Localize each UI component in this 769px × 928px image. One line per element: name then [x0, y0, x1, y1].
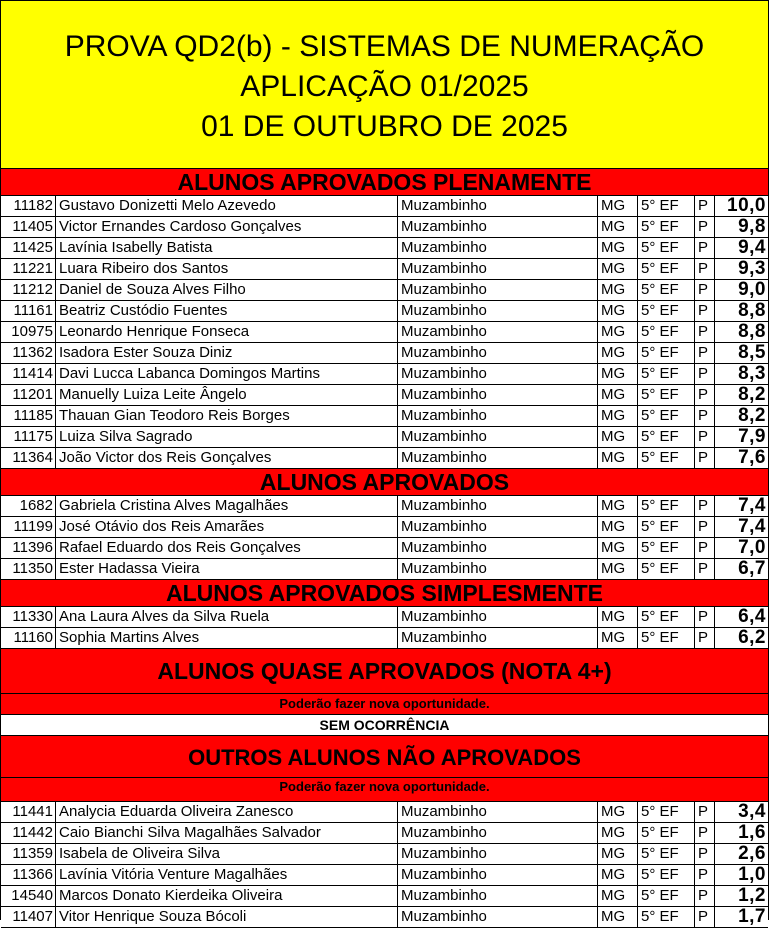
section-heading-outros: OUTROS ALUNOS NÃO APROVADOS [1, 736, 768, 778]
student-score: 3,4 [738, 802, 766, 822]
student-grade: 5° EF [638, 907, 695, 927]
student-period: P [695, 217, 715, 237]
student-name: Beatriz Custódio Fuentes [56, 301, 398, 321]
student-grade: 5° EF [638, 406, 695, 426]
section-note-outros: Poderão fazer nova oportunidade. [1, 778, 768, 802]
table-row [1, 559, 768, 580]
table-row [1, 607, 768, 628]
student-score: 1,0 [738, 865, 766, 885]
student-name: José Otávio dos Reis Amarães [56, 517, 398, 537]
student-city: Muzambinho [398, 628, 598, 648]
student-state: MG [598, 406, 638, 426]
student-score: 7,4 [738, 496, 766, 516]
student-period: P [695, 196, 715, 216]
table-row [1, 280, 768, 301]
student-period: P [695, 907, 715, 927]
student-state: MG [598, 343, 638, 363]
rows-plenamente [1, 196, 768, 469]
student-city: Muzambinho [398, 559, 598, 579]
student-grade: 5° EF [638, 238, 695, 258]
student-id: 11405 [1, 217, 56, 237]
student-name: Luara Ribeiro dos Santos [56, 259, 398, 279]
student-id: 11185 [1, 406, 56, 426]
student-state: MG [598, 559, 638, 579]
section-note-quase: Poderão fazer nova oportunidade. [1, 694, 768, 715]
student-score: 7,6 [738, 448, 766, 468]
student-city: Muzambinho [398, 196, 598, 216]
student-name: Sophia Martins Alves [56, 628, 398, 648]
table-row [1, 364, 768, 385]
student-id: 11161 [1, 301, 56, 321]
student-score: 7,0 [738, 538, 766, 558]
student-name: Leonardo Henrique Fonseca [56, 322, 398, 342]
student-grade: 5° EF [638, 802, 695, 822]
student-state: MG [598, 628, 638, 648]
section-heading-quase: ALUNOS QUASE APROVADOS (NOTA 4+) [1, 649, 768, 694]
table-row [1, 217, 768, 238]
student-period: P [695, 343, 715, 363]
student-id: 11414 [1, 364, 56, 384]
student-period: P [695, 802, 715, 822]
student-id: 11201 [1, 385, 56, 405]
student-score: 8,3 [738, 364, 766, 384]
student-id: 14540 [1, 886, 56, 906]
student-city: Muzambinho [398, 802, 598, 822]
table-row [1, 385, 768, 406]
student-grade: 5° EF [638, 364, 695, 384]
student-name: Isabela de Oliveira Silva [56, 844, 398, 864]
student-id: 11212 [1, 280, 56, 300]
student-score: 6,7 [738, 559, 766, 579]
no-occurrence-label: SEM OCORRÊNCIA [1, 715, 768, 736]
table-row [1, 322, 768, 343]
student-score: 6,2 [738, 628, 766, 648]
student-grade: 5° EF [638, 280, 695, 300]
student-grade: 5° EF [638, 259, 695, 279]
student-grade: 5° EF [638, 517, 695, 537]
table-row [1, 538, 768, 559]
student-state: MG [598, 196, 638, 216]
student-name: Gabriela Cristina Alves Magalhães [56, 496, 398, 516]
student-grade: 5° EF [638, 301, 695, 321]
student-period: P [695, 322, 715, 342]
student-name: Gustavo Donizetti Melo Azevedo [56, 196, 398, 216]
student-city: Muzambinho [398, 217, 598, 237]
student-period: P [695, 844, 715, 864]
student-score: 6,4 [738, 607, 766, 627]
student-state: MG [598, 364, 638, 384]
table-row [1, 238, 768, 259]
student-score: 9,8 [738, 217, 766, 237]
student-grade: 5° EF [638, 196, 695, 216]
student-grade: 5° EF [638, 823, 695, 843]
student-grade: 5° EF [638, 217, 695, 237]
table-row [1, 259, 768, 280]
student-city: Muzambinho [398, 448, 598, 468]
student-score: 1,7 [738, 907, 766, 927]
student-id: 11442 [1, 823, 56, 843]
student-name: Marcos Donato Kierdeika Oliveira [56, 886, 398, 906]
student-period: P [695, 406, 715, 426]
student-name: Vitor Henrique Souza Bócoli [56, 907, 398, 927]
student-name: Ester Hadassa Vieira [56, 559, 398, 579]
student-name: Ana Laura Alves da Silva Ruela [56, 607, 398, 627]
student-score: 9,3 [738, 259, 766, 279]
student-period: P [695, 538, 715, 558]
student-state: MG [598, 865, 638, 885]
student-state: MG [598, 496, 638, 516]
section-heading-simplesmente: ALUNOS APROVADOS SIMPLESMENTE [1, 580, 768, 607]
student-grade: 5° EF [638, 886, 695, 906]
student-id: 11441 [1, 802, 56, 822]
student-grade: 5° EF [638, 865, 695, 885]
table-row [1, 406, 768, 427]
student-score: 8,8 [738, 322, 766, 342]
student-state: MG [598, 907, 638, 927]
student-city: Muzambinho [398, 280, 598, 300]
exam-title: PROVA QD2(b) - SISTEMAS DE NUMERAÇÃO [64, 29, 705, 63]
student-city: Muzambinho [398, 865, 598, 885]
student-city: Muzambinho [398, 406, 598, 426]
student-name: Lavínia Isabelly Batista [56, 238, 398, 258]
student-id: 11330 [1, 607, 56, 627]
student-city: Muzambinho [398, 364, 598, 384]
student-city: Muzambinho [398, 907, 598, 927]
student-grade: 5° EF [638, 559, 695, 579]
student-name: Victor Ernandes Cardoso Gonçalves [56, 217, 398, 237]
rows-aprovados [1, 496, 768, 580]
student-state: MG [598, 517, 638, 537]
student-id: 11182 [1, 196, 56, 216]
student-state: MG [598, 259, 638, 279]
student-name: Rafael Eduardo dos Reis Gonçalves [56, 538, 398, 558]
student-city: Muzambinho [398, 517, 598, 537]
student-state: MG [598, 385, 638, 405]
student-id: 11350 [1, 559, 56, 579]
student-period: P [695, 559, 715, 579]
student-score: 7,4 [738, 517, 766, 537]
student-id: 11407 [1, 907, 56, 927]
student-city: Muzambinho [398, 385, 598, 405]
table-row [1, 802, 768, 823]
student-state: MG [598, 802, 638, 822]
student-name: Manuelly Luiza Leite Ângelo [56, 385, 398, 405]
table-row [1, 301, 768, 322]
student-state: MG [598, 322, 638, 342]
student-grade: 5° EF [638, 607, 695, 627]
student-name: Davi Lucca Labanca Domingos Martins [56, 364, 398, 384]
student-score: 2,6 [738, 844, 766, 864]
student-score: 8,5 [738, 343, 766, 363]
student-name: Isadora Ester Souza Diniz [56, 343, 398, 363]
student-id: 1682 [1, 496, 56, 516]
student-period: P [695, 448, 715, 468]
table-row [1, 907, 768, 928]
student-city: Muzambinho [398, 886, 598, 906]
table-row [1, 196, 768, 217]
student-id: 11359 [1, 844, 56, 864]
student-city: Muzambinho [398, 259, 598, 279]
student-period: P [695, 823, 715, 843]
table-row [1, 448, 768, 469]
table-row [1, 886, 768, 907]
student-city: Muzambinho [398, 538, 598, 558]
rows-outros [1, 802, 768, 928]
section-heading-aprovados: ALUNOS APROVADOS [1, 469, 768, 496]
student-id: 11396 [1, 538, 56, 558]
student-score: 9,0 [738, 280, 766, 300]
student-period: P [695, 238, 715, 258]
table-row [1, 628, 768, 649]
table-row [1, 844, 768, 865]
student-state: MG [598, 886, 638, 906]
student-city: Muzambinho [398, 844, 598, 864]
student-name: Daniel de Souza Alves Filho [56, 280, 398, 300]
student-score: 10,0 [727, 196, 766, 216]
student-state: MG [598, 280, 638, 300]
student-city: Muzambinho [398, 607, 598, 627]
student-period: P [695, 301, 715, 321]
student-score: 8,2 [738, 406, 766, 426]
student-city: Muzambinho [398, 343, 598, 363]
student-id: 11221 [1, 259, 56, 279]
student-grade: 5° EF [638, 538, 695, 558]
table-row [1, 496, 768, 517]
student-grade: 5° EF [638, 343, 695, 363]
table-row [1, 343, 768, 364]
student-name: Thauan Gian Teodoro Reis Borges [56, 406, 398, 426]
application-title: APLICAÇÃO 01/2025 [240, 69, 529, 103]
student-grade: 5° EF [638, 628, 695, 648]
student-period: P [695, 280, 715, 300]
student-city: Muzambinho [398, 496, 598, 516]
student-period: P [695, 259, 715, 279]
student-name: Lavínia Vitória Venture Magalhães [56, 865, 398, 885]
rows-simplesmente [1, 607, 768, 649]
student-city: Muzambinho [398, 823, 598, 843]
student-period: P [695, 628, 715, 648]
student-city: Muzambinho [398, 322, 598, 342]
student-state: MG [598, 448, 638, 468]
student-grade: 5° EF [638, 844, 695, 864]
student-grade: 5° EF [638, 427, 695, 447]
student-score: 8,8 [738, 301, 766, 321]
table-row [1, 865, 768, 886]
student-state: MG [598, 301, 638, 321]
section-heading-plenamente: ALUNOS APROVADOS PLENAMENTE [1, 169, 768, 196]
student-state: MG [598, 427, 638, 447]
student-period: P [695, 865, 715, 885]
student-score: 8,2 [738, 385, 766, 405]
student-state: MG [598, 238, 638, 258]
student-period: P [695, 385, 715, 405]
student-grade: 5° EF [638, 496, 695, 516]
student-name: Analycia Eduarda Oliveira Zanesco [56, 802, 398, 822]
student-id: 11160 [1, 628, 56, 648]
student-id: 10975 [1, 322, 56, 342]
student-score: 1,2 [738, 886, 766, 906]
student-name: Luiza Silva Sagrado [56, 427, 398, 447]
student-period: P [695, 427, 715, 447]
student-state: MG [598, 823, 638, 843]
table-row [1, 427, 768, 448]
student-period: P [695, 364, 715, 384]
student-id: 11366 [1, 865, 56, 885]
table-row [1, 517, 768, 538]
student-score: 7,9 [738, 427, 766, 447]
student-name: João Victor dos Reis Gonçalves [56, 448, 398, 468]
student-name: Caio Bianchi Silva Magalhães Salvador [56, 823, 398, 843]
student-state: MG [598, 538, 638, 558]
student-period: P [695, 607, 715, 627]
student-state: MG [598, 844, 638, 864]
student-id: 11362 [1, 343, 56, 363]
student-id: 11425 [1, 238, 56, 258]
student-city: Muzambinho [398, 238, 598, 258]
student-city: Muzambinho [398, 301, 598, 321]
student-grade: 5° EF [638, 385, 695, 405]
student-score: 9,4 [738, 238, 766, 258]
student-id: 11199 [1, 517, 56, 537]
student-period: P [695, 517, 715, 537]
student-city: Muzambinho [398, 427, 598, 447]
student-period: P [695, 496, 715, 516]
title-block [1, 1, 768, 169]
student-period: P [695, 886, 715, 906]
student-score: 1,6 [738, 823, 766, 843]
student-id: 11175 [1, 427, 56, 447]
student-grade: 5° EF [638, 322, 695, 342]
exam-date: 01 DE OUTUBRO DE 2025 [201, 109, 568, 143]
student-grade: 5° EF [638, 448, 695, 468]
student-id: 11364 [1, 448, 56, 468]
table-row [1, 823, 768, 844]
student-state: MG [598, 607, 638, 627]
student-state: MG [598, 217, 638, 237]
